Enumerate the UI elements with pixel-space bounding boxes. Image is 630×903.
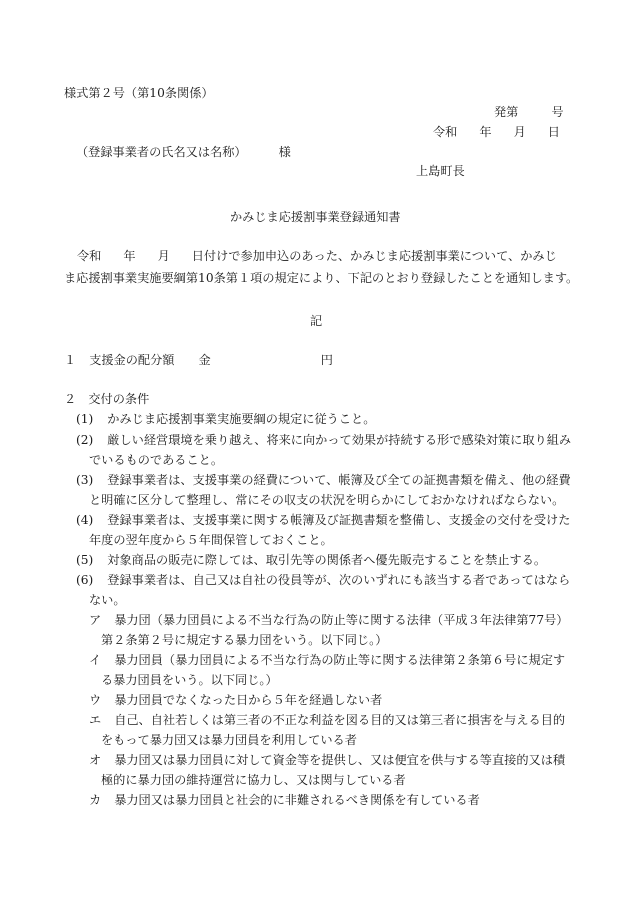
body-line-2: ま応援割事業実施要綱第10条第１項の規定により、下記のとおり登録したことを通知します。 bbox=[64, 271, 579, 285]
condition-text: 登録事業者は、自己又は自社の役員等が、次のいずれにも該当する者であってはなら bbox=[107, 573, 571, 587]
sub-item-ka bbox=[89, 791, 480, 808]
sub-item-u bbox=[89, 691, 382, 708]
issuer: 上島町長 bbox=[416, 164, 465, 178]
body-rest: 日付けで参加申込のあった、かみじま応援割事業について、かみじ bbox=[191, 249, 557, 263]
condition-1 bbox=[76, 410, 375, 427]
condition-2 bbox=[76, 431, 571, 448]
condition-5 bbox=[76, 551, 546, 568]
body-month: 月 bbox=[157, 249, 170, 263]
sub-item-o-cont: 極的に暴力団の維持運営に協力し、又は関与している者 bbox=[101, 773, 406, 787]
sub-item-e-cont: をもって暴力団又は暴力団員を利用している者 bbox=[101, 733, 357, 747]
sub-item-text: 暴力団又は暴力団員と社会的に非難されるべき関係を有している者 bbox=[114, 793, 480, 807]
condition-4 bbox=[76, 511, 570, 528]
body-line-1 bbox=[77, 247, 557, 264]
section-1-number: １ bbox=[64, 353, 77, 367]
sub-item-text: 暴力団員でなくなった日から５年を経過しない者 bbox=[114, 693, 383, 707]
condition-number: (5) bbox=[76, 553, 94, 567]
condition-number: (1) bbox=[76, 412, 94, 426]
sub-item-text: 暴力団又は暴力団員に対して資金等を提供し、又は便宜を供与する等直接的又は積 bbox=[114, 753, 566, 767]
recipient bbox=[76, 143, 291, 160]
section-2-heading: ２ 交付の条件 bbox=[64, 392, 150, 406]
form-label: 様式第２号（第10条関係） bbox=[64, 86, 214, 100]
condition-2-cont: でいるものであること。 bbox=[89, 453, 224, 467]
date-year: 年 bbox=[479, 125, 492, 139]
condition-text: 対象商品の販売に際しては、取引先等の関係者へ優先販売することを禁止する。 bbox=[107, 553, 547, 567]
sub-item-i-cont: る暴力団員をいう。以下同じ。） bbox=[101, 673, 278, 687]
section-1-yen: 円 bbox=[320, 353, 333, 367]
sub-item-a bbox=[89, 611, 568, 628]
condition-text: かみじま応援割事業実施要綱の規定に従うこと。 bbox=[107, 412, 376, 426]
date-era: 令和 bbox=[433, 125, 458, 139]
condition-6 bbox=[76, 571, 570, 588]
sub-item-text: 自己、自社若しくは第三者の不正な利益を図る目的又は第三者に損害を与える目的 bbox=[114, 713, 566, 727]
body-era: 令和 bbox=[77, 249, 102, 263]
condition-text: 登録事業者は、支援事業の経費について、帳簿及び全ての証拠書類を備え、他の経費 bbox=[107, 473, 571, 487]
recipient-honorific: 様 bbox=[278, 145, 291, 159]
sub-item-i bbox=[89, 651, 565, 668]
sub-item-text: 暴力団（暴力団員による不当な行為の防止等に関する法律（平成３年法律第77号） bbox=[114, 613, 569, 627]
sub-item-text: 暴力団員（暴力団員による不当な行為の防止等に関する法律第２条第６号に規定す bbox=[114, 653, 566, 667]
doc-no-prefix: 発第 bbox=[494, 105, 519, 119]
condition-number: (3) bbox=[76, 473, 94, 487]
sub-item-o bbox=[89, 751, 565, 768]
ki-heading: 記 bbox=[310, 314, 323, 328]
date-day: 日 bbox=[547, 125, 560, 139]
recipient-name-label: （登録事業者の氏名又は名称） bbox=[76, 145, 247, 159]
condition-text: 登録事業者は、支援事業に関する帳簿及び証拠書類を整備し、支援金の交付を受けた bbox=[107, 513, 571, 527]
condition-3 bbox=[76, 471, 571, 488]
document-number bbox=[494, 103, 564, 120]
sub-item-kana: ウ bbox=[89, 693, 102, 707]
sub-item-kana: ア bbox=[89, 613, 102, 627]
section-1-kin: 金 bbox=[198, 353, 211, 367]
condition-text: 厳しい経営環境を乗り越え、将来に向かって効果が持続する形で感染対策に取り組み bbox=[107, 433, 572, 447]
sub-item-kana: カ bbox=[89, 793, 102, 807]
condition-number: (4) bbox=[76, 513, 94, 527]
condition-3-cont: と明確に区分して整理し、常にその収支の状況を明らかにしておかなければならない。 bbox=[89, 493, 565, 507]
sub-item-e bbox=[89, 711, 565, 728]
document-title: かみじま応援割事業登録通知書 bbox=[230, 210, 401, 224]
section-1-label: 支援金の配分額 bbox=[89, 353, 175, 367]
section-1 bbox=[64, 351, 333, 368]
doc-no-suffix: 号 bbox=[551, 105, 564, 119]
condition-number: (2) bbox=[76, 433, 94, 447]
sub-item-kana: イ bbox=[89, 653, 102, 667]
sub-item-kana: エ bbox=[89, 713, 102, 727]
issue-date bbox=[433, 123, 560, 140]
sub-item-a-cont: 第２条第２号に規定する暴力団をいう。以下同じ。） bbox=[101, 633, 388, 647]
condition-number: (6) bbox=[76, 573, 94, 587]
condition-4-cont: 年度の翌年度から５年間保管しておくこと。 bbox=[89, 533, 333, 547]
condition-6-cont: ない。 bbox=[89, 593, 126, 607]
body-year: 年 bbox=[123, 249, 136, 263]
date-month: 月 bbox=[513, 125, 526, 139]
sub-item-kana: オ bbox=[89, 753, 102, 767]
